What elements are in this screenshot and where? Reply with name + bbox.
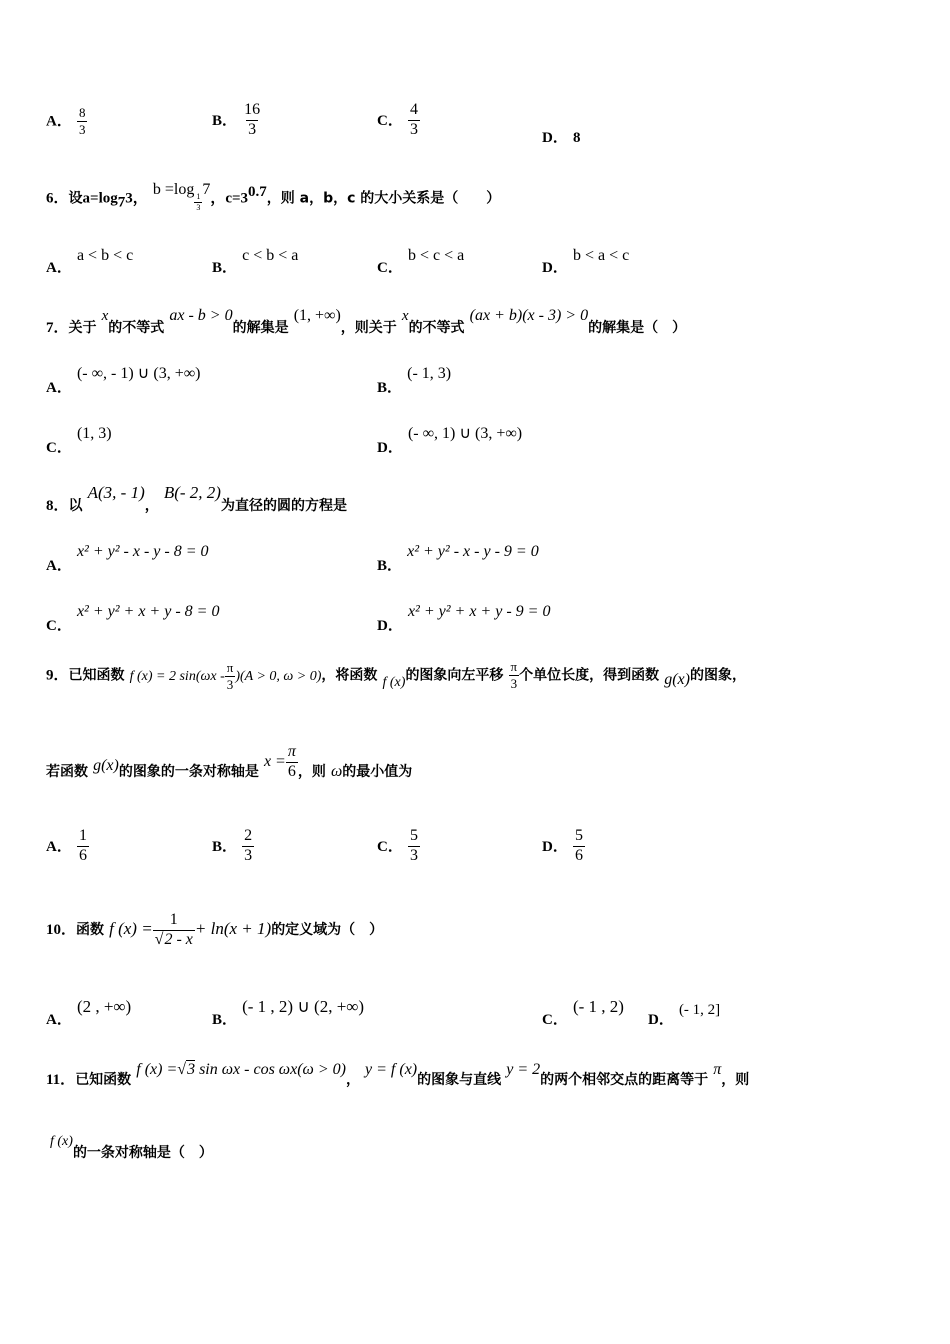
q10-stem: 10．函数 f (x) = $\frac{1}{√2 - x}$ + ln(x + 1)的定义域为（ ） <box>46 911 384 948</box>
option-label: A． <box>46 113 72 130</box>
q8-option-a <box>46 540 209 574</box>
q9-stem-line2: 若函数 g(x)的图象的一条对称轴是 x = $\frac{\pi}{6}$ ，则 ω的最小值为 <box>46 743 413 780</box>
option-label: C． <box>46 440 72 456</box>
q11-stem-line2: f (x)的一条对称轴是（ ） <box>50 1134 213 1161</box>
fraction: $\frac{4}{3}$ <box>409 101 418 138</box>
option-value: (2 , +∞) <box>76 997 132 1016</box>
option-value: b < a < c <box>572 247 630 264</box>
b-log-expr: b =log $\frac{1}{3}$ 7 <box>152 181 211 213</box>
point-a: A(3, - 1) <box>87 483 145 502</box>
option-value: (- 1 , 2) ∪ (2, +∞) <box>242 997 365 1016</box>
fraction: $\frac{2}{3}$ <box>244 827 253 864</box>
q9-option-d <box>542 828 585 865</box>
option-label: B． <box>212 838 238 855</box>
q8-option-b <box>377 540 539 574</box>
option-label: B． <box>212 260 238 276</box>
question-number: 6． <box>46 190 69 207</box>
question-number: 8． <box>46 498 69 514</box>
q10-option-a <box>46 996 132 1028</box>
q10-option-b <box>212 996 365 1028</box>
q5-option-c <box>377 102 420 139</box>
q9-option-a <box>46 828 89 865</box>
q10-option-d <box>648 998 721 1028</box>
symmetry-axis: x = $\frac{\pi}{6}$ <box>263 743 296 780</box>
q7-stem: 7．关于 x的不等式 ax - b > 0的解集是 (1, +∞)，则关于 x的不等式 (ax + b)(x - 3) > 0的解集是（ ） <box>46 307 687 336</box>
fraction: $\frac{\pi}{3}$ <box>226 660 234 692</box>
fraction: $\frac{5}{3}$ <box>409 827 418 864</box>
question-number: 11． <box>46 1072 76 1088</box>
option-label: B． <box>377 558 403 574</box>
q9-option-b <box>212 828 254 865</box>
fraction: $\frac{1}{6}$ <box>78 827 87 864</box>
option-value: (- ∞, - 1) ∪ (3, +∞) <box>76 365 201 382</box>
fraction: $\frac{16}{3}$ <box>244 101 261 138</box>
option-label: D． <box>377 440 403 456</box>
function-f-definition: f (x) = 2 sin(ωx - $\frac{\pi}{3}$ )(A > 0, ω > 0) <box>129 660 322 692</box>
fraction: $\frac{1}{√2 - x}$ <box>154 911 193 948</box>
q5-option-b <box>212 102 262 139</box>
fraction: $\frac{5}{6}$ <box>574 827 583 864</box>
q8-option-c <box>46 600 220 634</box>
option-value: x² + y² + x + y - 9 = 0 <box>407 603 551 620</box>
option-label: B． <box>212 112 238 129</box>
option-value: (- 1 , 2) <box>572 997 624 1016</box>
q9-stem-line1: 9．已知函数 f (x) = 2 sin(ωx - $\frac{\pi}{3}$ )(A > 0, ω > 0)，将函数 f (x)的图象向左平移 $\frac{\pi}{3}$ 个单位长度，得到函数 g(x)的图象， <box>46 659 746 692</box>
q6-option-b <box>212 244 299 276</box>
option-value: x² + y² - x - y - 9 = 0 <box>407 543 539 560</box>
option-label: D． <box>542 260 568 276</box>
q10-option-c <box>542 996 624 1028</box>
option-value: 8 <box>572 130 581 146</box>
option-value: (- 1, 3) <box>407 365 452 382</box>
q7-option-a <box>46 362 201 396</box>
option-label: C． <box>377 260 403 276</box>
option-value: x² + y² + x + y - 8 = 0 <box>76 603 220 620</box>
question-number: 10． <box>46 922 77 939</box>
solution-set: (1, +∞) <box>293 307 341 324</box>
option-label: A． <box>46 558 72 574</box>
sqrt-icon: √ <box>154 930 164 948</box>
q5-option-d <box>542 126 580 147</box>
option-value: c < b < a <box>242 247 299 264</box>
option-label: A． <box>46 380 72 396</box>
option-value: x² + y² - x - y - 8 = 0 <box>76 543 209 560</box>
option-value: (1, 3) <box>76 425 112 442</box>
q7-option-d <box>377 422 523 456</box>
option-value: b < c < a <box>407 247 465 264</box>
option-value: a < b < c <box>76 247 134 264</box>
q6-option-c <box>377 244 465 276</box>
function-f-definition: f (x) = $\frac{1}{√2 - x}$ + ln(x + 1) <box>109 911 272 948</box>
option-label: A． <box>46 838 72 855</box>
q5-option-a <box>46 106 87 136</box>
q11-stem-line1: 11．已知函数 f (x) =√3 sin ωx - cos ωx(ω > 0)， y = f (x)的图象与直线 y = 2的两个相邻交点的距离等于 π，则 <box>46 1061 750 1088</box>
option-label: B． <box>377 380 403 396</box>
shift-fraction: $\frac{\pi}{3}$ <box>510 659 518 691</box>
fraction: $\frac{\pi}{6}$ <box>287 743 296 780</box>
question-number: 9． <box>46 667 69 684</box>
option-label: C． <box>377 112 403 129</box>
q6-stem: 6．设$a=\log_73$， b =log $\frac{1}{3}$ 7，$c=3^{0.7}$，则 a，b，c 的大小关系是（ ） <box>46 181 501 213</box>
option-value: (- 1, 2] <box>678 1002 721 1018</box>
inequality: ax - b > 0 <box>169 307 233 324</box>
q6-option-d <box>542 244 630 276</box>
option-label: D． <box>542 838 568 855</box>
function-f-definition: f (x) =√3 sin ωx - cos ωx(ω > 0) <box>136 1061 346 1078</box>
question-number: 7． <box>46 320 69 336</box>
sqrt-icon: √ <box>177 1061 187 1078</box>
option-label: C． <box>542 1012 568 1028</box>
q8-stem: 8．以 A(3, - 1)， B(- 2, 2)为直径的圆的方程是 <box>46 483 347 514</box>
fraction: $\frac{8}{3}$ <box>78 105 86 137</box>
option-label: D． <box>542 130 568 146</box>
option-value: (- ∞, 1) ∪ (3, +∞) <box>407 425 523 442</box>
q9-option-c <box>377 828 420 865</box>
option-label: C． <box>377 838 403 855</box>
q7-option-b <box>377 362 452 396</box>
q6-option-a <box>46 244 134 276</box>
q8-option-d <box>377 600 551 634</box>
option-label: A． <box>46 260 72 276</box>
log-base-fraction: $\frac{1}{3}$ <box>196 191 201 213</box>
q7-option-c <box>46 422 112 456</box>
option-label: D． <box>648 1012 674 1028</box>
inequality: (ax + b)(x - 3) > 0 <box>469 307 589 324</box>
point-b: B(- 2, 2) <box>163 483 221 502</box>
option-label: A． <box>46 1012 72 1028</box>
option-label: D． <box>377 618 403 634</box>
option-label: B． <box>212 1012 238 1028</box>
option-label: C． <box>46 618 72 634</box>
